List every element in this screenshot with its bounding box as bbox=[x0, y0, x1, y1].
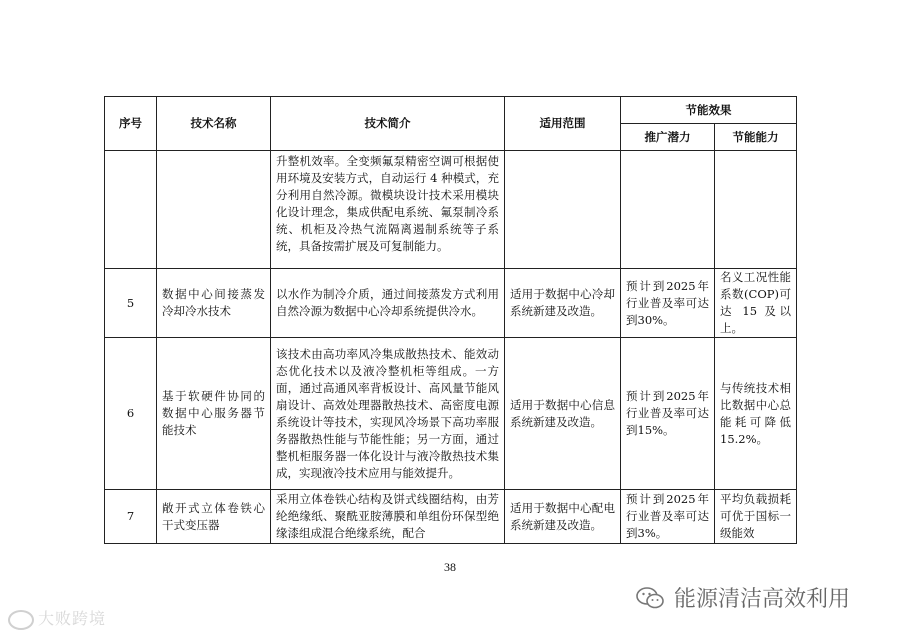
wechat-icon bbox=[636, 586, 664, 610]
table-row bbox=[105, 490, 797, 544]
watermark-logo-icon bbox=[8, 610, 34, 630]
row-potential: 预计到2025年行业普及率可达到30%。 bbox=[621, 269, 715, 338]
row-name: 敞开式立体卷铁心干式变压器 bbox=[157, 490, 271, 544]
row-intro: 采用立体卷铁心结构及饼式线圈结构，由芳纶绝缘纸、聚酰亚胺薄膜和单组份环保型绝缘漆组成混合绝缘系统，配合 bbox=[271, 490, 505, 544]
header-name: 技术名称 bbox=[157, 97, 271, 151]
row-intro: 该技术由高功率风冷集成散热技术、能效动态优化技术以及液冷整机柜等组成。一方面，通过高通风率背板设计、高风量节能风扇设计、高效处理器散热技术、高密度电源系统设计等技术，实现风冷场景下高功率服务器散热性能与节能性能；另一方面，通过整机柜服务器一体化设计与液冷散热技术集成，实现液冷技术应用与能效提升。 bbox=[271, 338, 505, 490]
header-potential: 推广潜力 bbox=[621, 124, 715, 151]
watermark-left bbox=[8, 606, 106, 630]
header-intro: 技术简介 bbox=[271, 97, 505, 151]
row-name: 基于软硬件协同的数据中心服务器节能技术 bbox=[157, 338, 271, 490]
row-capacity: 名义工况性能系数(COP)可达 15 及以上。 bbox=[715, 269, 797, 338]
row-capacity: 与传统技术相比数据中心总能耗可降低15.2%。 bbox=[715, 338, 797, 490]
row-seq: 6 bbox=[105, 338, 157, 490]
watermark-right bbox=[636, 582, 850, 613]
header-row bbox=[105, 97, 797, 124]
row-seq: 7 bbox=[105, 490, 157, 544]
row-potential: 预计到2025年行业普及率可达到15%。 bbox=[621, 338, 715, 490]
row-name: 数据中心间接蒸发冷却冷水技术 bbox=[157, 269, 271, 338]
row-capacity: 平均负载损耗可优于国标一级能效 bbox=[715, 490, 797, 544]
row-scope: 适用于数据中心冷却系统新建及改造。 bbox=[505, 269, 621, 338]
technology-table bbox=[104, 96, 797, 544]
header-capacity: 节能能力 bbox=[715, 124, 797, 151]
row-scope: 适用于数据中心配电系统新建及改造。 bbox=[505, 490, 621, 544]
row-intro: 以水作为制冷介质，通过间接蒸发方式利用自然冷源为数据中心冷却系统提供冷水。 bbox=[271, 269, 505, 338]
watermark-left-text: 大败跨境 bbox=[38, 609, 107, 628]
table-row bbox=[105, 269, 797, 338]
row-name bbox=[157, 151, 271, 269]
row-intro: 升整机效率。全变频氟泵精密空调可根据使用环境及安装方式，自动运行 4 种模式，充分利用自然冷源。微模块设计技术采用模块化设计理念，集成供配电系统、氟泵制冷系统、机柜及冷热气流隔离遏制系统等子系统，具备按需扩展及可复制能力。 bbox=[271, 151, 505, 269]
table-row bbox=[105, 338, 797, 490]
row-seq bbox=[105, 151, 157, 269]
watermark-right-text: 能源清洁高效利用 bbox=[674, 587, 851, 612]
row-capacity bbox=[715, 151, 797, 269]
row-scope: 适用于数据中心信息系统新建及改造。 bbox=[505, 338, 621, 490]
header-scope: 适用范围 bbox=[505, 97, 621, 151]
row-potential bbox=[621, 151, 715, 269]
row-potential: 预计到2025年行业普及率可达到3%。 bbox=[621, 490, 715, 544]
header-effect: 节能效果 bbox=[621, 97, 797, 124]
header-seq: 序号 bbox=[105, 97, 157, 151]
table-row bbox=[105, 151, 797, 269]
row-seq: 5 bbox=[105, 269, 157, 338]
row-scope bbox=[505, 151, 621, 269]
page-number: 38 bbox=[444, 560, 456, 574]
